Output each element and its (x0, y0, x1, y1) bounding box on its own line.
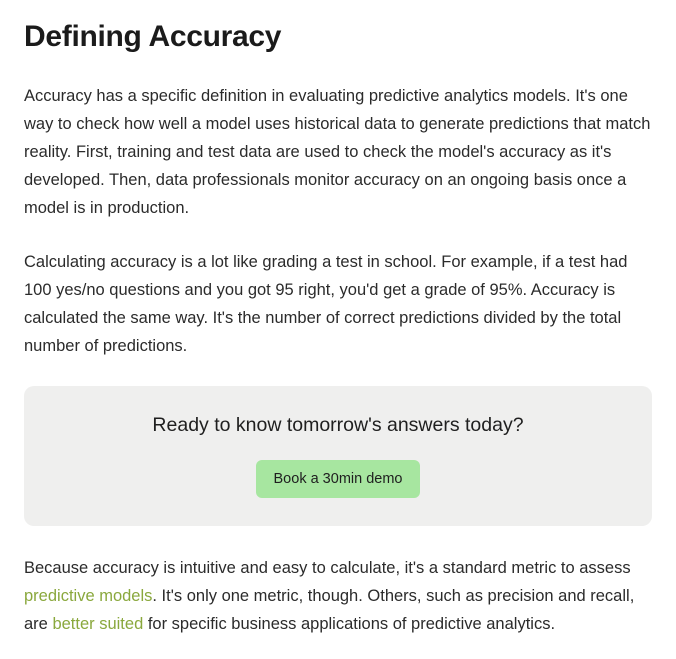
paragraph-2: Calculating accuracy is a lot like grading a test in school. For example, if a test had 100 yes/no questions and you got 95 right, you'd get a grade of 95%. Accuracy is calculated the same way. It's the number of correct predictions divided by the total number of predictions. (24, 252, 628, 355)
cta-title: Ready to know tomorrow's answers today? (152, 413, 524, 436)
final-paragraph-text-2: . It's only one metric, though. Others, such as precision and recall, are (24, 587, 635, 633)
predictive-models-link[interactable]: predictive models (24, 587, 153, 605)
final-paragraph (24, 554, 652, 638)
better-suited-link[interactable]: better suited (52, 615, 144, 633)
book-demo-button[interactable]: Book a 30min demo (256, 460, 421, 499)
final-paragraph-text-3: for specific business applications of predictive analytics. (143, 615, 556, 633)
paragraph-1: Accuracy has a specific definition in evaluating predictive analytics models. It's one way to check how well a model uses historical data to generate predictions that match reality. First, training and test data are used to check the model's accuracy as it's developed. Then, data professionals monitor accuracy on an ongoing basis once a model is in production. (24, 86, 651, 217)
page-title: Defining Accuracy (24, 20, 282, 53)
final-paragraph-text-1: Because accuracy is intuitive and easy to calculate, it's a standard metric to assess (24, 559, 631, 577)
cta-banner (24, 386, 652, 527)
